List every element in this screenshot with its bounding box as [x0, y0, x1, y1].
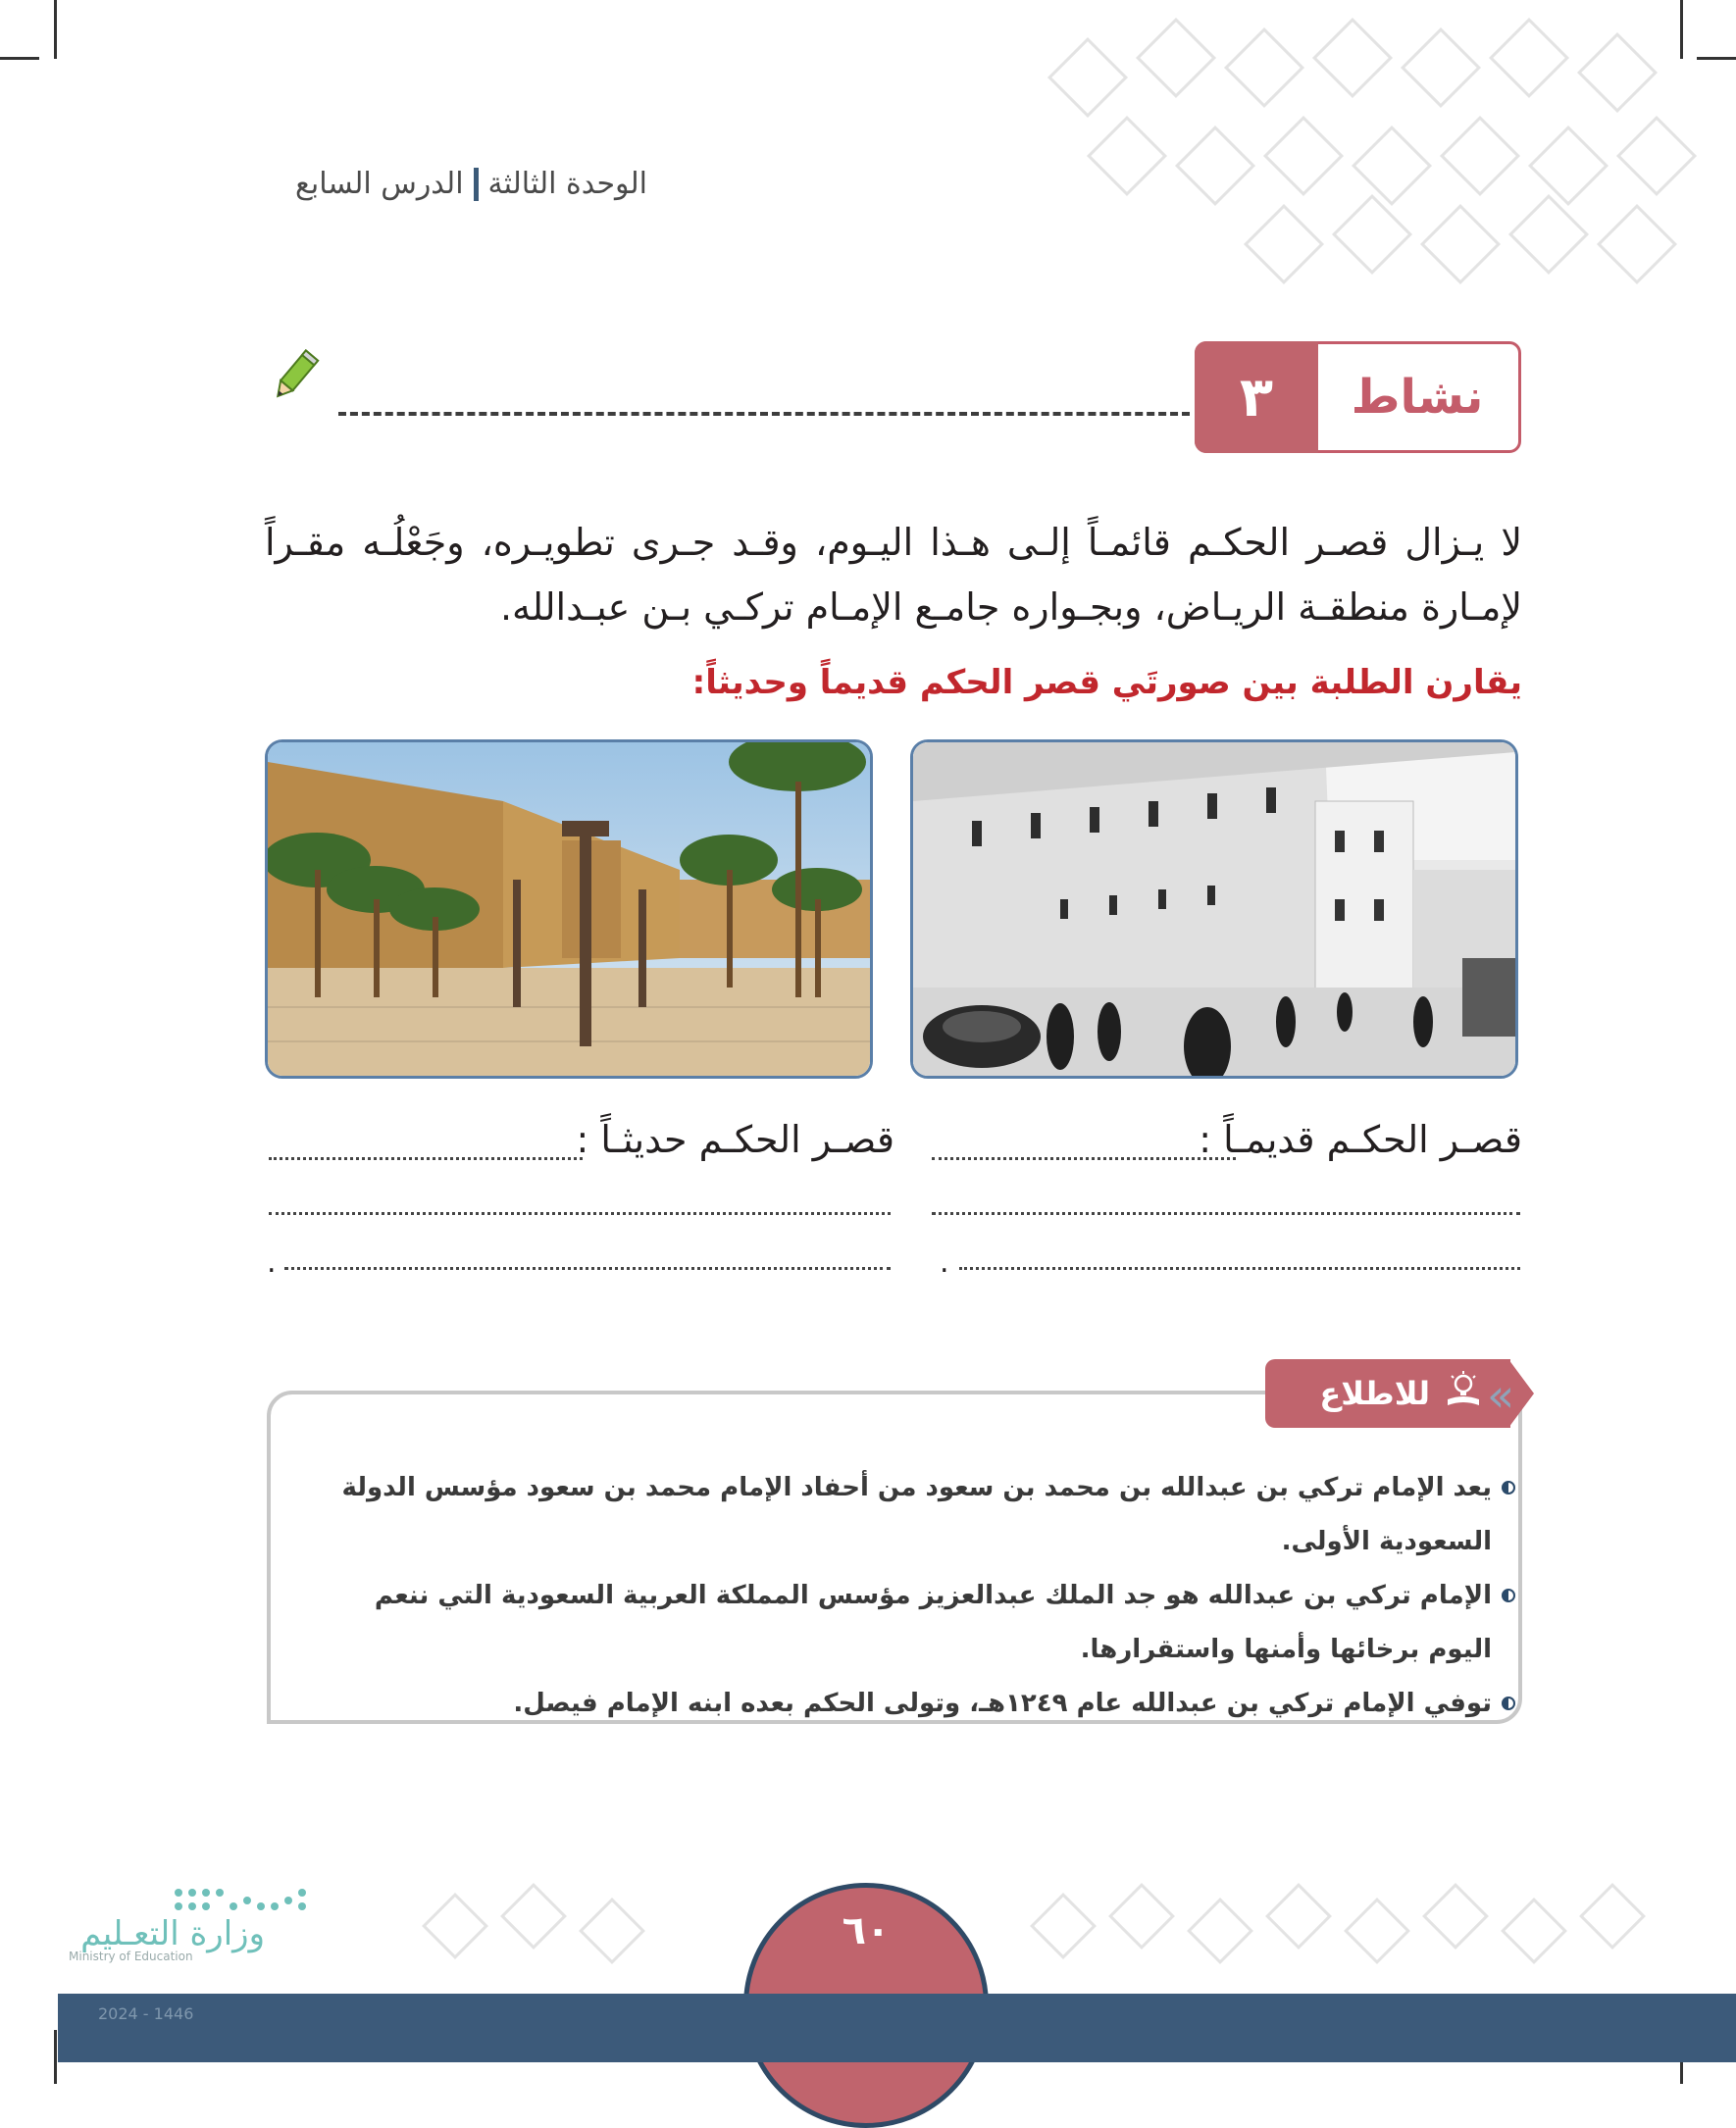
info-item: توفي الإمام تركي بن عبدالله عام ١٢٤٩هـ، وتولى الحكم بعده ابنه الإمام فيصل.: [309, 1677, 1515, 1731]
body-paragraph: لا يـزال قصـر الحكـم قائمـاً إلـى هـذا اليـوم، وقـد جـرى تطويـره، وجَعْلُـه مقـراً لإمـارة منطقـة الريـاض، وبجـواره جامـع الإمـام تركـي بـن عبـدالله.: [265, 521, 1522, 629]
pencil-icon: [263, 345, 326, 412]
crop-mark: [1697, 57, 1736, 60]
activity-number: ٣: [1195, 341, 1318, 453]
info-item: يعد الإمام تركي بن عبدالله بن محمد بن سعود من أحفاد الإمام محمد بن سعود مؤسس الدولة السعودية الأولى.: [309, 1461, 1515, 1569]
answer-line[interactable]: [269, 1212, 891, 1215]
edition-year: 2024 - 1446: [98, 2004, 194, 2023]
info-tab-label: للاطلاع: [1319, 1375, 1430, 1412]
lightbulb-book-icon: [1444, 1370, 1483, 1417]
activity-heading: [1195, 341, 1521, 453]
old-palace-photo: [910, 739, 1518, 1079]
new-palace-label: قصـر الحكـم حديثـاً :: [576, 1118, 894, 1161]
footer-band-overlay: [58, 1994, 1736, 2062]
info-item: الإمام تركي بن عبدالله هو جد الملك عبدالعزيز مؤسس المملكة العربية السعودية التي ننعم اليوم برخائها وأمنها واستقرارها.: [309, 1569, 1515, 1677]
breadcrumb-separator: [474, 168, 479, 201]
unit-label: الوحدة الثالثة: [487, 167, 647, 201]
answer-line[interactable]: [959, 1267, 1520, 1270]
activity-label: نشاط: [1351, 370, 1484, 425]
modern-palace-photo: [265, 739, 873, 1079]
old-palace-label: قصـر الحكـم قديمـاً :: [1199, 1118, 1522, 1161]
ministry-name-ar: وزارة التعـليم: [80, 1914, 265, 1953]
answer-line[interactable]: [269, 1157, 583, 1160]
answer-line[interactable]: [284, 1267, 891, 1270]
answer-line-end: .: [267, 1245, 277, 1280]
crop-mark: [54, 2030, 57, 2084]
page-number: ٦٠: [842, 1908, 891, 1953]
answer-line[interactable]: [932, 1157, 1236, 1160]
ministry-name-en: Ministry of Education: [69, 1950, 193, 1963]
answer-line[interactable]: [932, 1212, 1520, 1215]
crop-mark: [1680, 0, 1683, 59]
lesson-label: الدرس السابع: [294, 167, 464, 201]
instruction-text: يقارن الطلبة بين صورتَي قصر الحكم قديماً وحديثاً:: [691, 663, 1522, 702]
crop-mark: [54, 0, 57, 59]
chevron-left-icon: «: [1487, 1369, 1515, 1422]
crop-mark: [0, 57, 39, 60]
breadcrumb: [295, 167, 647, 201]
dashed-divider: [338, 412, 1190, 416]
info-list: [309, 1461, 1515, 1731]
info-tab: [1265, 1359, 1510, 1428]
answer-line-end: .: [940, 1245, 949, 1280]
ministry-logo: [69, 1914, 265, 1963]
